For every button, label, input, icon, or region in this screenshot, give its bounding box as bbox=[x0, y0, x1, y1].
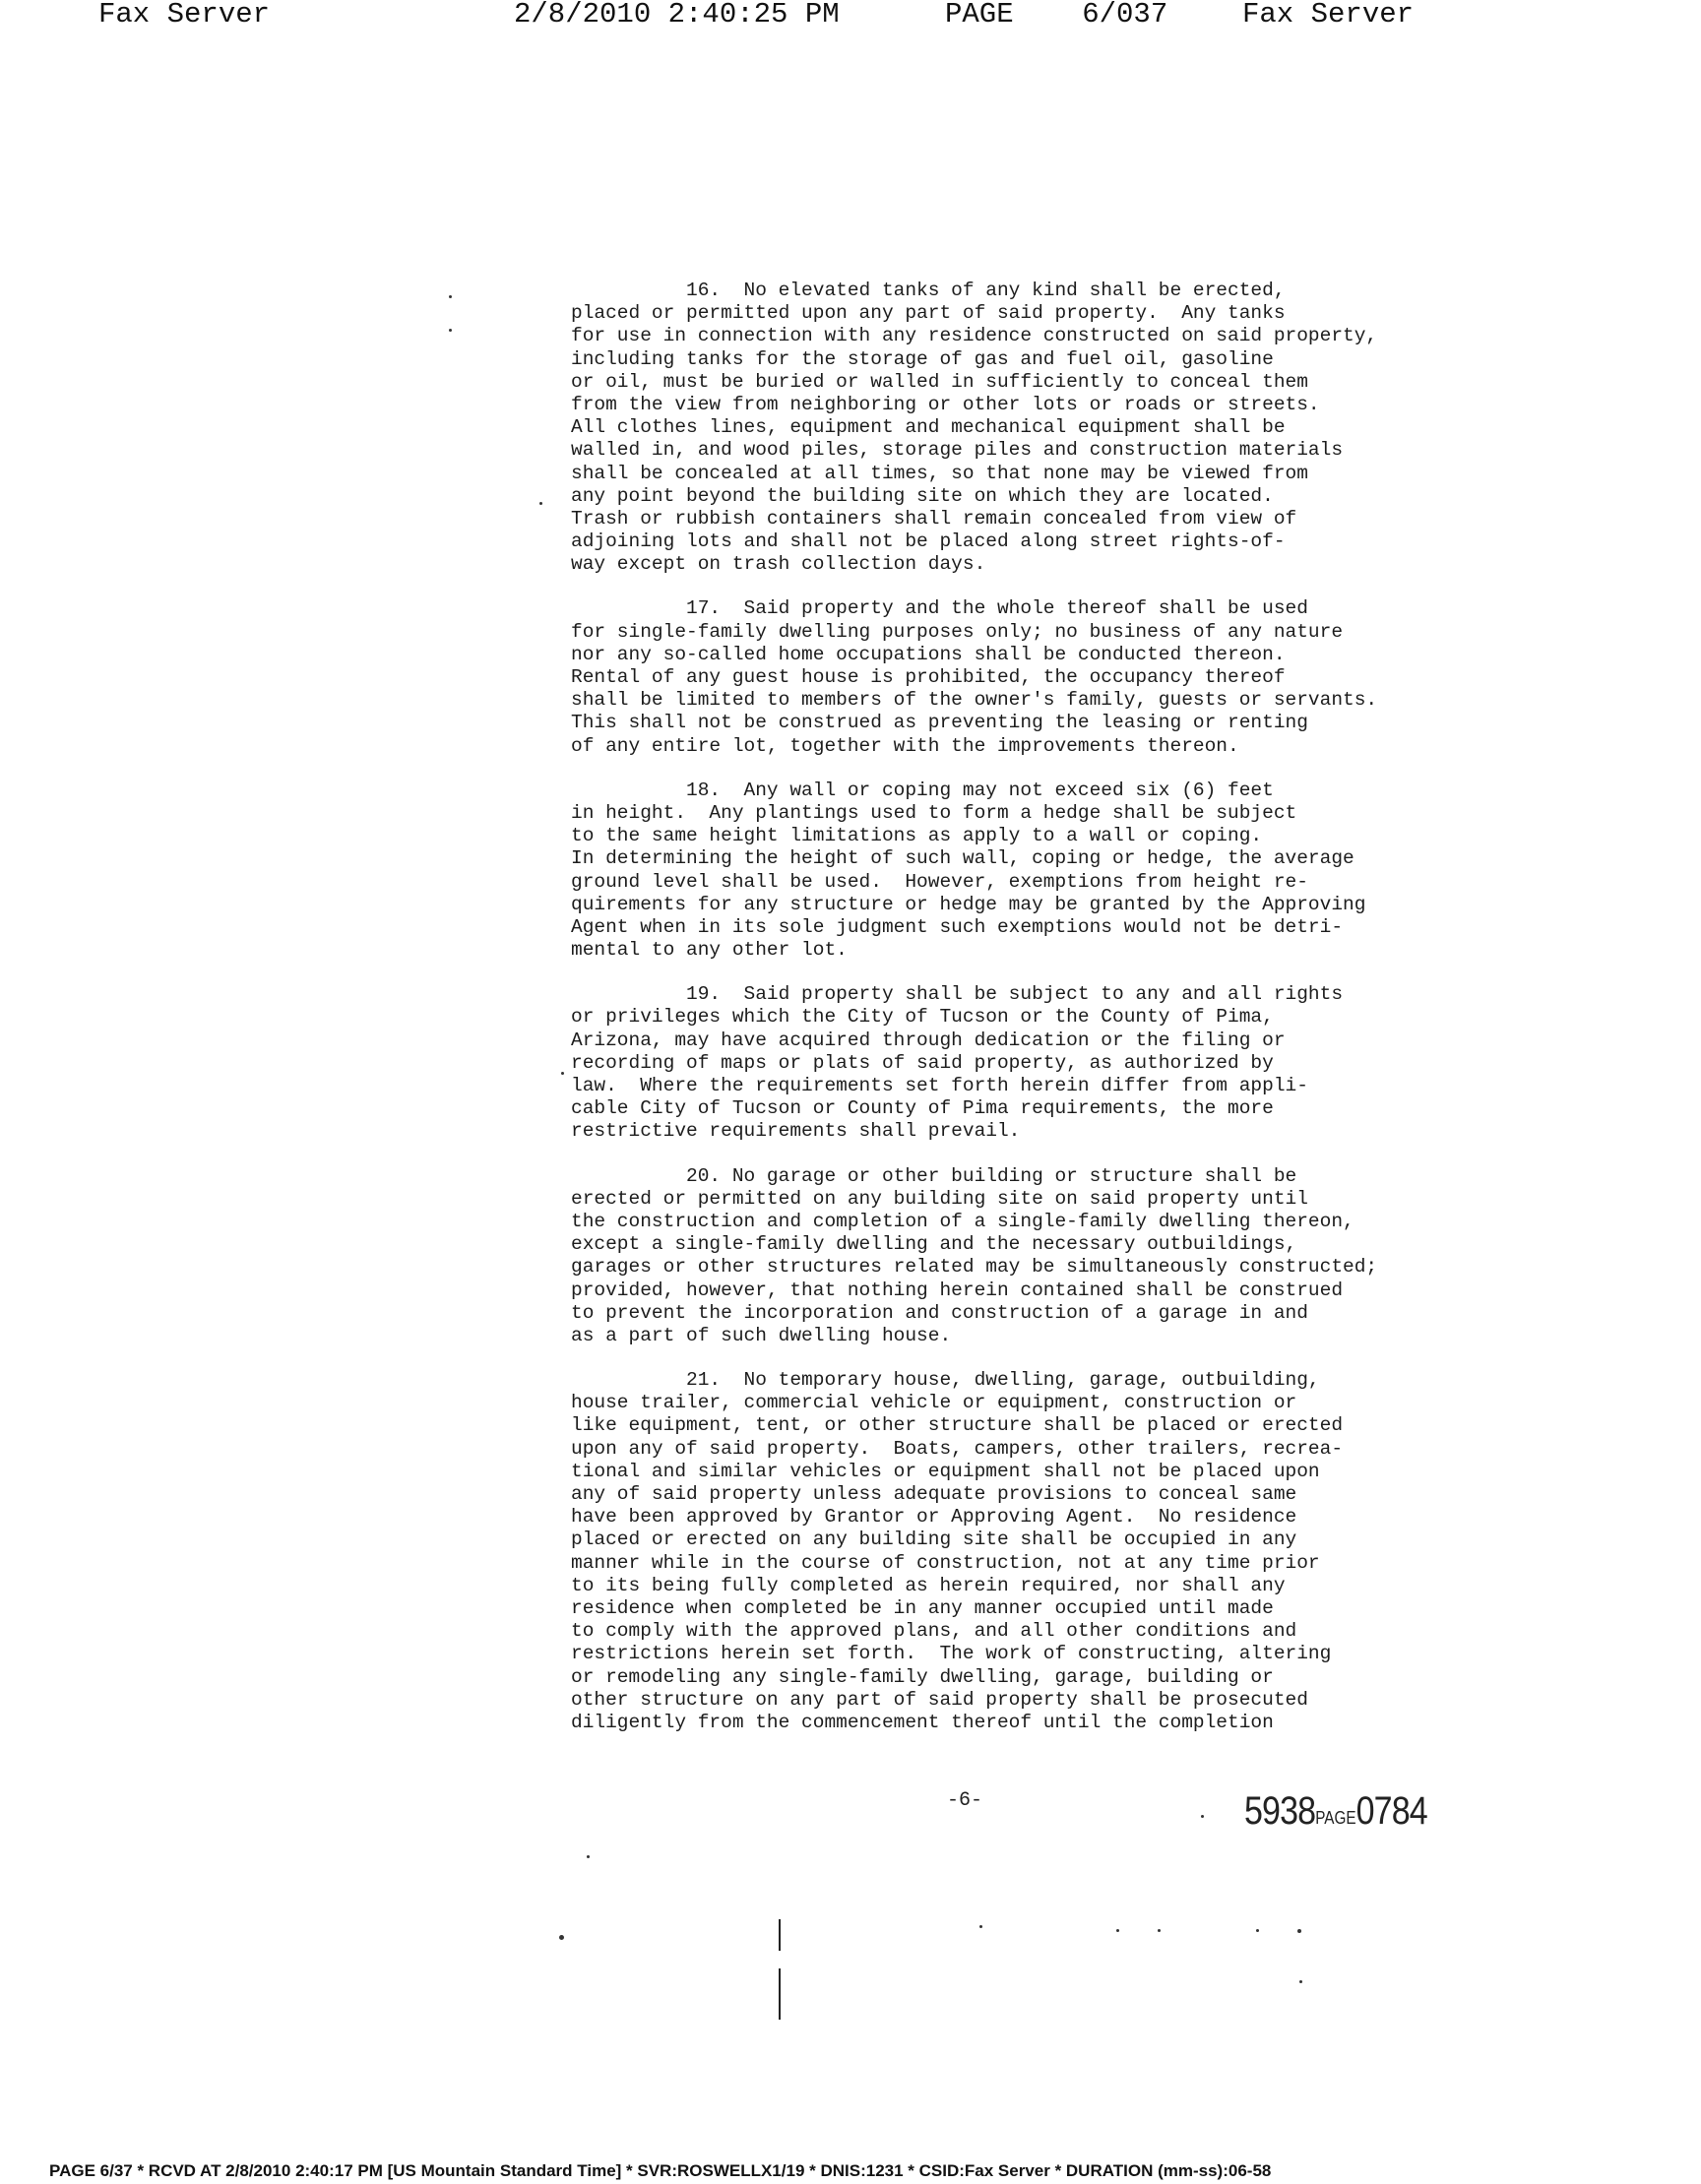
paragraph bbox=[571, 280, 1516, 576]
scan-speck bbox=[1201, 1815, 1204, 1818]
text-line: Agent when in its sole judgment such exemptions would not be detri- bbox=[571, 915, 1344, 938]
scan-speck bbox=[559, 1935, 564, 1940]
fax-footer: PAGE 6/37 * RCVD AT 2/8/2010 2:40:17 PM [US Mountain Standard Time] * SVR:ROSWELLX1/19 * DNIS:1231 * CSID:Fax Server * DURATION (mm-ss):06-58 bbox=[49, 2161, 1272, 2180]
text-line: except a single-family dwelling and the necessary outbuildings, bbox=[571, 1233, 1297, 1256]
text-line: any of said property unless adequate provisions to conceal same bbox=[571, 1483, 1297, 1505]
text-line: garages or other structures related may be simultaneously constructed; bbox=[571, 1256, 1378, 1279]
text-line: other structure on any part of said property shall be prosecuted bbox=[571, 1688, 1308, 1711]
scan-speck bbox=[561, 1072, 564, 1075]
text-line: nor any so-called home occupations shall be conducted thereon. bbox=[571, 643, 1286, 665]
scan-speck bbox=[449, 295, 452, 298]
text-line: quirements for any structure or hedge may be granted by the Approving bbox=[571, 893, 1366, 915]
text-line: mental to any other lot. bbox=[571, 939, 848, 962]
document-body bbox=[571, 280, 1516, 1756]
text-line: This shall not be construed as preventing the leasing or renting bbox=[571, 712, 1308, 734]
text-line: upon any of said property. Boats, campers, other trailers, recrea- bbox=[571, 1437, 1344, 1460]
text-line: shall be concealed at all times, so that none may be viewed from bbox=[571, 462, 1308, 484]
text-line: In determining the height of such wall, coping or hedge, the average bbox=[571, 847, 1354, 870]
paragraph bbox=[571, 983, 1516, 1143]
text-line: including tanks for the storage of gas and fuel oil, gasoline bbox=[571, 347, 1274, 370]
text-line: restrictions herein set forth. The work of constructing, altering bbox=[571, 1643, 1332, 1665]
text-line: Rental of any guest house is prohibited, the occupancy thereof bbox=[571, 666, 1286, 688]
text-line: erected or permitted on any building site on said property until bbox=[571, 1187, 1308, 1210]
scan-speck bbox=[449, 329, 452, 332]
text-line: way except on trash collection days. bbox=[571, 553, 986, 576]
scan-speck bbox=[539, 502, 542, 505]
text-line: or remodeling any single-family dwelling, garage, building or bbox=[571, 1665, 1274, 1688]
book-number: 5938 bbox=[1244, 1789, 1316, 1833]
paragraph bbox=[571, 597, 1516, 757]
text-line: 19. Said property shall be subject to any and all rights bbox=[571, 983, 1344, 1006]
text-line: house trailer, commercial vehicle or equipment, construction or bbox=[571, 1392, 1297, 1414]
scan-speck bbox=[1116, 1929, 1119, 1932]
text-line: ground level shall be used. However, exemptions from height re- bbox=[571, 870, 1308, 893]
paragraph bbox=[571, 1369, 1516, 1734]
text-line: tional and similar vehicles or equipment shall not be placed upon bbox=[571, 1460, 1320, 1482]
scan-speck bbox=[979, 1925, 982, 1928]
text-line: any point beyond the building site on which they are located. bbox=[571, 484, 1274, 507]
book-page-stamp bbox=[1244, 1789, 1427, 1834]
text-line: 18. Any wall or coping may not exceed six (6) feet bbox=[571, 779, 1274, 801]
text-line: 20. No garage or other building or structure shall be bbox=[571, 1164, 1297, 1187]
text-line: for single-family dwelling purposes only; no business of any nature bbox=[571, 620, 1344, 643]
book-page-number: 0784 bbox=[1355, 1789, 1427, 1833]
text-line: shall be limited to members of the owner's family, guests or servants. bbox=[571, 689, 1378, 712]
fax-header bbox=[0, 0, 1701, 31]
text-line: like equipment, tent, or other structure shall be placed or erected bbox=[571, 1414, 1344, 1437]
text-line: 17. Said property and the whole thereof shall be used bbox=[571, 597, 1308, 620]
page-number: -6- bbox=[947, 1789, 983, 1812]
book-page-label: PAGE bbox=[1315, 1808, 1356, 1828]
scan-speck bbox=[1158, 1929, 1161, 1932]
text-line: law. Where the requirements set forth herein differ from appli- bbox=[571, 1075, 1308, 1096]
paragraph bbox=[571, 1165, 1516, 1348]
text-line: provided, however, that nothing herein contained shall be construed bbox=[571, 1279, 1344, 1301]
text-line: recording of maps or plats of said property, as authorized by bbox=[571, 1051, 1274, 1074]
text-line: 21. No temporary house, dwelling, garage, outbuilding, bbox=[571, 1369, 1320, 1392]
text-line: to the same height limitations as apply to a wall or coping. bbox=[571, 825, 1263, 847]
fax-header-page: PAGE 6/037 bbox=[945, 0, 1168, 31]
scan-speck bbox=[1297, 1929, 1301, 1933]
text-line: Arizona, may have acquired through dedication or the filing or bbox=[571, 1029, 1286, 1051]
text-line: for use in connection with any residence constructed on said property, bbox=[571, 325, 1378, 347]
text-line: placed or permitted upon any part of said property. Any tanks bbox=[571, 302, 1286, 325]
fax-header-sender: Fax Server bbox=[98, 0, 271, 31]
text-line: or privileges which the City of Tucson or the County of Pima, bbox=[571, 1006, 1274, 1029]
text-line: 16. No elevated tanks of any kind shall be erected, bbox=[571, 280, 1286, 301]
scan-mark bbox=[779, 1919, 781, 1951]
text-line: to its being fully completed as herein required, nor shall any bbox=[571, 1574, 1286, 1596]
scan-speck bbox=[587, 1855, 590, 1858]
text-line: to prevent the incorporation and construction of a garage in and bbox=[571, 1301, 1308, 1324]
text-line: placed or erected on any building site shall be occupied in any bbox=[571, 1529, 1297, 1551]
text-line: cable City of Tucson or County of Pima requirements, the more bbox=[571, 1097, 1274, 1120]
text-line: of any entire lot, together with the improvements thereon. bbox=[571, 734, 1239, 757]
text-line: have been approved by Grantor or Approving Agent. No residence bbox=[571, 1506, 1297, 1529]
scan-mark bbox=[779, 1968, 781, 2020]
text-line: walled in, and wood piles, storage piles and construction materials bbox=[571, 439, 1344, 462]
text-line: the construction and completion of a single-family dwelling thereon, bbox=[571, 1210, 1354, 1232]
text-line: All clothes lines, equipment and mechanical equipment shall be bbox=[571, 416, 1286, 439]
text-line: Trash or rubbish containers shall remain concealed from view of bbox=[571, 507, 1297, 530]
fax-header-datetime: 2/8/2010 2:40:25 PM bbox=[514, 0, 840, 31]
text-line: to comply with the approved plans, and all other conditions and bbox=[571, 1620, 1297, 1643]
text-line: in height. Any plantings used to form a hedge shall be subject bbox=[571, 801, 1297, 824]
text-line: restrictive requirements shall prevail. bbox=[571, 1120, 1021, 1143]
text-line: diligently from the commencement thereof until the completion bbox=[571, 1711, 1274, 1733]
text-line: as a part of such dwelling house. bbox=[571, 1324, 952, 1346]
text-line: from the view from neighboring or other lots or roads or streets. bbox=[571, 393, 1320, 415]
text-line: adjoining lots and shall not be placed along street rights-of- bbox=[571, 530, 1286, 553]
paragraph bbox=[571, 780, 1516, 963]
text-line: manner while in the course of construction, not at any time prior bbox=[571, 1551, 1320, 1574]
fax-header-receiver: Fax Server bbox=[1242, 0, 1415, 31]
text-line: or oil, must be buried or walled in sufficiently to conceal them bbox=[571, 370, 1308, 393]
text-line: residence when completed be in any manner occupied until made bbox=[571, 1596, 1274, 1619]
scan-speck bbox=[1256, 1929, 1259, 1932]
scan-speck bbox=[1299, 1980, 1302, 1983]
